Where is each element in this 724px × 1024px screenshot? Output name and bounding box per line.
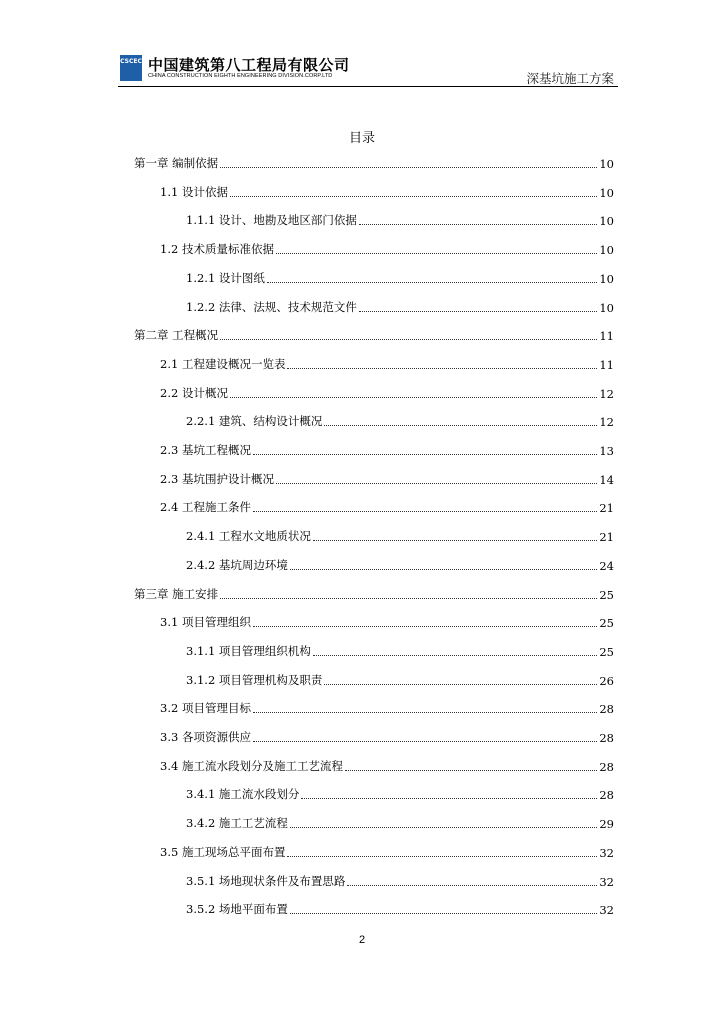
toc-entry[interactable] [160, 721, 614, 745]
toc-entry-page: 32 [599, 845, 614, 860]
toc-entry[interactable] [186, 778, 614, 802]
toc-entry-page: 10 [599, 214, 614, 229]
toc-entry-page: 10 [599, 185, 614, 200]
toc-entry-page: 10 [599, 300, 614, 315]
toc-leader-dots [276, 252, 597, 254]
toc-entry-page: 29 [599, 817, 614, 832]
toc-entry[interactable] [160, 176, 614, 200]
toc-leader-dots [324, 683, 597, 685]
toc-entry-label: 3.5 施工现场总平面布置 [160, 844, 286, 859]
toc-leader-dots [287, 855, 597, 857]
company-name-en: CHINA CONSTRUCTION EIGHTH ENGINEERING DIVISION.CORP.LTD [148, 73, 333, 79]
toc-leader-dots [276, 482, 597, 484]
toc-entry[interactable] [160, 606, 614, 630]
toc-leader-dots [220, 338, 597, 340]
toc-entry[interactable] [186, 405, 614, 429]
toc-entry[interactable] [186, 865, 614, 889]
toc-leader-dots [230, 195, 597, 197]
toc-entry[interactable] [160, 836, 614, 860]
toc-entry-label: 1.2.1 设计图纸 [186, 270, 265, 285]
toc-leader-dots [253, 510, 597, 512]
toc-entry[interactable] [186, 262, 614, 286]
toc-entry[interactable] [186, 664, 614, 688]
toc-entry-label: 3.5.1 场地现状条件及布置思路 [186, 873, 346, 888]
toc-leader-dots [290, 826, 597, 828]
toc-entry[interactable] [160, 348, 614, 372]
toc-entry[interactable] [134, 147, 614, 171]
toc-entry-label: 1.2.2 法律、法规、技术规范文件 [186, 299, 357, 314]
toc-entry-page: 28 [599, 759, 614, 774]
toc-entry[interactable] [186, 520, 614, 544]
toc-entry-page: 11 [599, 329, 614, 344]
toc-entry-label: 1.1 设计依据 [160, 184, 228, 199]
toc-entry-page: 28 [599, 702, 614, 717]
toc-entry-label: 3.2 项目管理目标 [160, 701, 251, 716]
toc-entry-label: 3.3 各项资源供应 [160, 730, 251, 744]
toc-entry[interactable] [186, 291, 614, 315]
toc-leader-dots [253, 740, 597, 742]
toc-leader-dots [345, 769, 597, 771]
toc-entry-label: 3.4.2 施工工艺流程 [186, 816, 288, 831]
toc-entry-label: 3.1.1 项目管理组织机构 [186, 643, 311, 658]
toc-entry[interactable] [160, 491, 614, 515]
toc-entry[interactable] [134, 578, 614, 602]
toc-entry-page: 25 [599, 616, 614, 631]
toc-leader-dots [359, 310, 597, 312]
toc-entry-page: 13 [599, 444, 614, 458]
toc-entry-label: 3.5.2 场地平面布置 [186, 902, 288, 917]
toc-entry-label: 第一章 编制依据 [134, 156, 219, 170]
toc-entry-page: 21 [599, 501, 614, 516]
toc-entry-label: 3.4.1 施工流水段划分 [186, 787, 300, 802]
toc-leader-dots [313, 654, 597, 656]
toc-entry-label: 1.1.1 设计、地勘及地区部门依据 [186, 213, 357, 228]
toc-entry-page: 24 [599, 558, 614, 573]
toc-leader-dots [313, 539, 597, 541]
toc-entry-page: 25 [599, 644, 614, 659]
toc-entry-label: 2.3 基坑围护设计概况 [160, 471, 274, 486]
toc-leader-dots [253, 625, 597, 627]
toc-entry-page: 10 [599, 157, 614, 171]
toc-title: 目录 [348, 131, 375, 146]
toc-entry[interactable] [186, 204, 614, 228]
toc-entry-label: 2.2.1 建筑、结构设计概况 [186, 414, 323, 429]
toc-entry[interactable] [160, 233, 614, 257]
toc-entry-page: 10 [599, 243, 614, 258]
toc-entry-page: 12 [599, 386, 614, 401]
page-header [118, 52, 618, 87]
toc-entry-page: 32 [599, 874, 614, 889]
document-title: 深基坑施工方案 [526, 71, 614, 86]
toc-entry-label: 1.2 技术质量标准依据 [160, 242, 274, 257]
toc-entry[interactable] [186, 635, 614, 659]
toc-entry-page: 28 [599, 731, 614, 745]
toc-entry[interactable] [160, 692, 614, 716]
toc-entry-label: 2.1 工程建设概况一览表 [160, 356, 286, 371]
company-name-cn: 中国建筑第八工程局有限公司 [148, 56, 350, 74]
page-number: 2 [358, 934, 366, 946]
toc-entry-page: 12 [599, 415, 614, 430]
toc-entry-page: 28 [599, 788, 614, 803]
toc-leader-dots [324, 424, 597, 426]
toc-entry-label: 第三章 施工安排 [134, 586, 219, 601]
toc-entry-label: 2.4 工程施工条件 [160, 500, 251, 515]
toc-entry[interactable] [186, 549, 614, 573]
toc-leader-dots [287, 367, 597, 369]
company-logo: CSCEC [120, 55, 142, 81]
toc-leader-dots [359, 223, 597, 225]
toc-leader-dots [220, 166, 597, 168]
toc-entry-label: 第二章 工程概况 [134, 328, 219, 343]
toc-entry-label: 3.1 项目管理组织 [160, 615, 251, 630]
toc-entry-label: 3.4 施工流水段划分及施工工艺流程 [160, 758, 343, 773]
toc-entry[interactable] [160, 377, 614, 401]
toc-entry-label: 2.4.1 工程水文地质状况 [186, 529, 311, 544]
toc-entry-page: 14 [599, 472, 614, 487]
toc-entry-page: 26 [599, 673, 614, 688]
toc-entry-page: 10 [599, 271, 614, 286]
toc-entry[interactable] [160, 434, 614, 458]
toc-entry-page: 32 [599, 903, 614, 918]
toc-entry[interactable] [134, 319, 614, 343]
toc-entry[interactable] [186, 893, 614, 917]
toc-entry[interactable] [186, 807, 614, 831]
toc-entry-page: 11 [599, 357, 614, 372]
toc-entry-label: 2.2 设计概况 [160, 385, 228, 400]
toc-leader-dots [347, 884, 597, 886]
toc-leader-dots [230, 396, 597, 398]
toc-leader-dots [290, 568, 597, 570]
toc-leader-dots [290, 912, 597, 914]
toc-leader-dots [220, 597, 597, 599]
toc-entry-page: 25 [599, 587, 614, 602]
toc-leader-dots [301, 797, 597, 799]
toc-leader-dots [253, 711, 597, 713]
toc-leader-dots [253, 453, 597, 455]
toc-entry-label: 2.4.2 基坑周边环境 [186, 557, 288, 572]
toc-entry[interactable] [160, 750, 614, 774]
toc-entry-label: 3.1.2 项目管理机构及职责 [186, 672, 323, 687]
toc-leader-dots [267, 281, 597, 283]
toc-entry-label: 2.3 基坑工程概况 [160, 443, 251, 457]
toc-entry[interactable] [160, 463, 614, 487]
toc-entry-page: 21 [599, 530, 614, 545]
